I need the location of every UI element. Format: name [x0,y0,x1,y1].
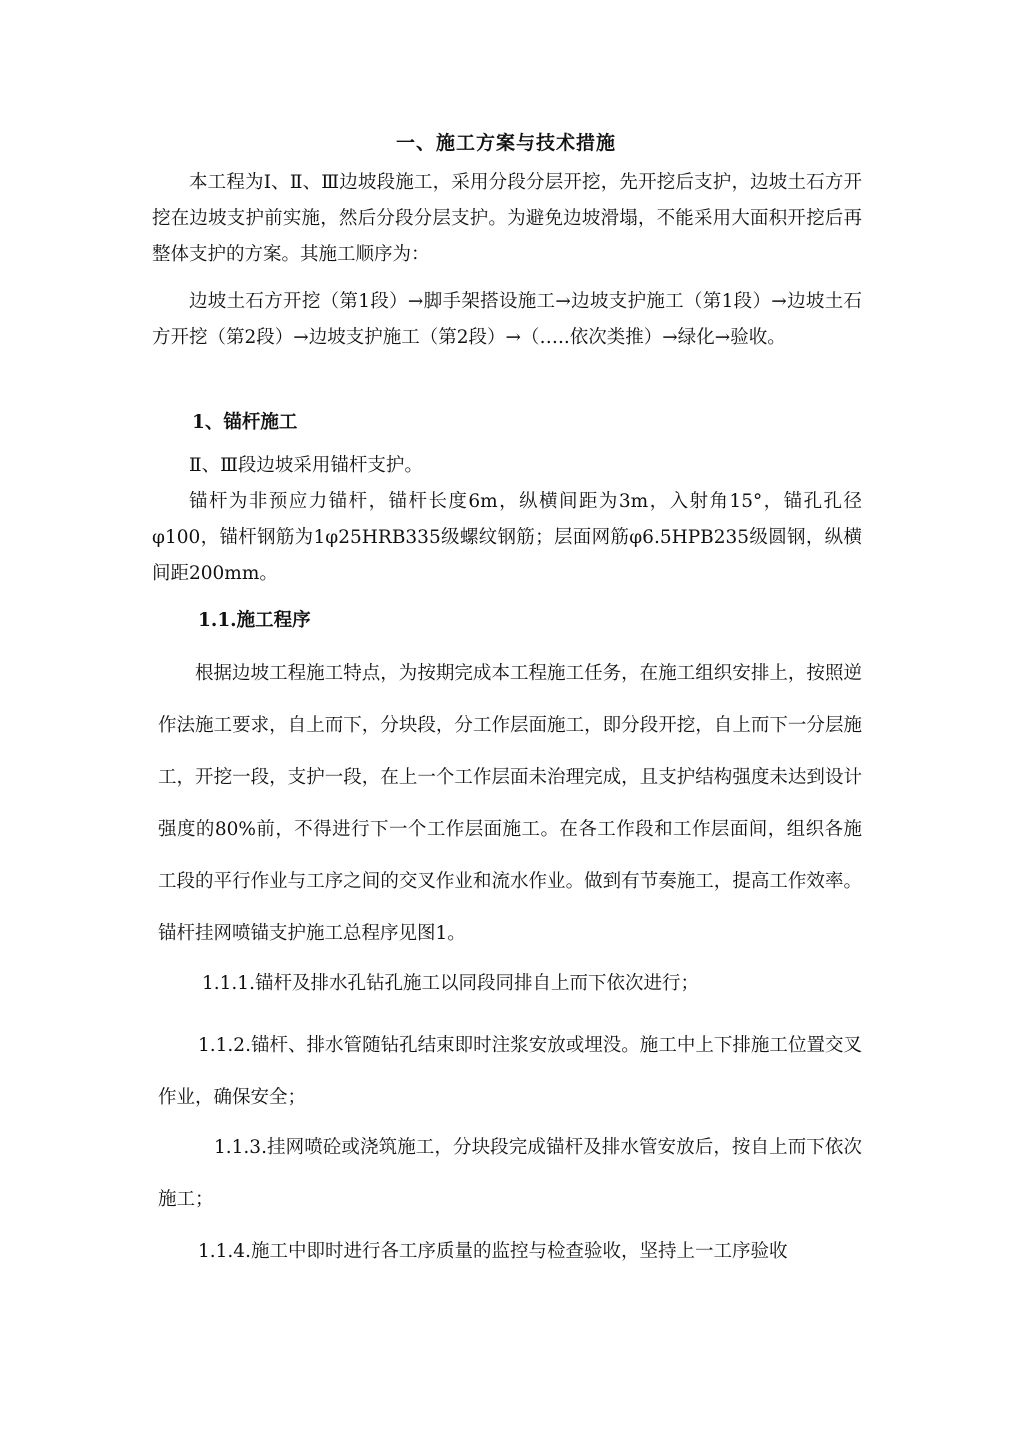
item-1-1-4: 1.1.4.施工中即时进行各工序质量的监控与检查验收，坚持上一工序验收 [198,1241,788,1262]
sequence-paragraph: 边坡土石方开挖（第1段）→脚手架搭设施工→边坡支护施工（第1段）→边坡土石方开挖（第2段）→边坡支护施工（第2段）→（…..依次类推）→绿化→验收。 [152,291,862,348]
section-1-para-1: Ⅱ、Ⅲ段边坡采用锚杆支护。 [189,455,423,476]
item-1-1-2: 1.1.2.锚杆、排水管随钻孔结束即时注浆安放或埋没。施工中上下排施工位置交叉作业，确保安全； [158,1035,862,1108]
section-1-1-heading: 1.1.施工程序 [198,610,311,631]
document-title: 一、施工方案与技术措施 [395,132,616,154]
section-1-para-2: 锚杆为非预应力锚杆，锚杆长度6m，纵横间距为3m，入射角15°，锚孔孔径φ100，锚杆钢筋为1φ25HRB335级螺纹钢筋；层面网筋φ6.5HPB235级圆钢，纵横间距200mm。 [152,491,862,584]
section-1-1-paragraph: 根据边坡工程施工特点，为按期完成本工程施工任务，在施工组织安排上，按照逆作法施工要求，自上而下，分块段，分工作层面施工，即分段开挖，自上而下一分层施工，开挖一段，支护一段，在上一个工作层面未治理完成，且支护结构强度未达到设计强度的80%前，不得进行下一个工作层面施工。在各工作段和工作层面间，组织各施工段的平行作业与工序之间的交叉作业和流水作业。做到有节奏施工，提高工作效率。锚杆挂网喷锚支护施工总程序见图1。 [158,663,862,944]
item-1-1-3: 1.1.3.挂网喷砼或浇筑施工，分块段完成锚杆及排水管安放后，按自上而下依次施工； [158,1137,862,1210]
section-1-heading: 1、锚杆施工 [192,412,298,433]
item-1-1-1: 1.1.1.锚杆及排水孔钻孔施工以同段同排自上而下依次进行； [202,973,699,994]
intro-paragraph: 本工程为Ⅰ、Ⅱ、Ⅲ边坡段施工，采用分段分层开挖，先开挖后支护，边坡土石方开挖在边坡支护前实施，然后分段分层支护。为避免边坡滑塌，不能采用大面积开挖后再整体支护的方案。其施工顺序为： [152,172,862,265]
